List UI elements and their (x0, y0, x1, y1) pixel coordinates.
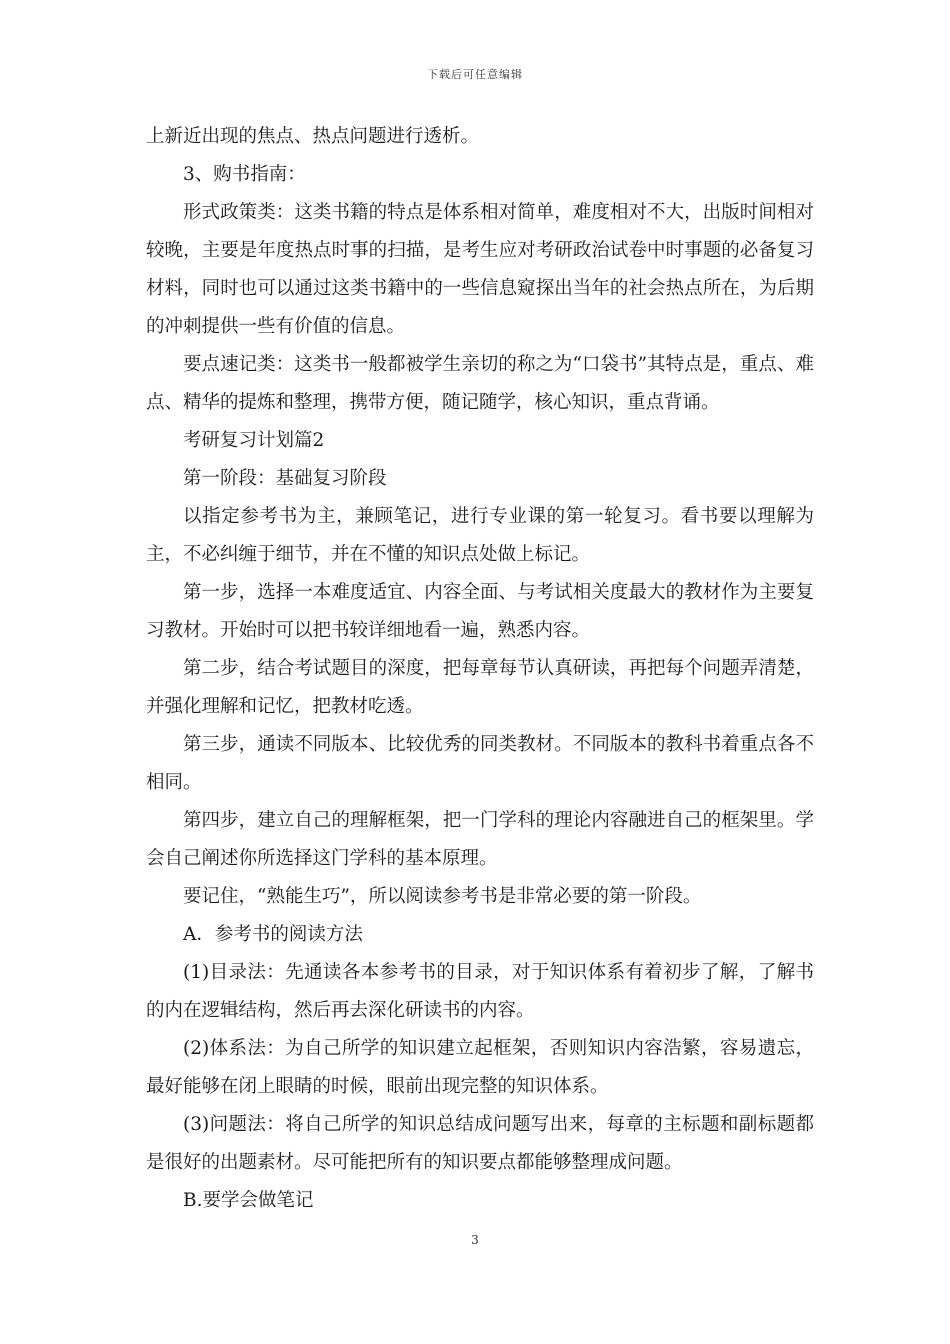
section-title-plan-2: 考研复习计划篇2 (183, 430, 325, 451)
heading-take-notes: B.要学会做笔记 (183, 1190, 314, 1211)
paragraph-reminder: 要记住，“熟能生巧”，所以阅读参考书是非常必要的第一阶段。 (183, 886, 702, 907)
document-body (146, 118, 814, 1220)
paragraph-method-contents: (1)目录法：先通读各本参考书的目录，对于知识体系有着初步了解，了解书的内在逻辑结构，然后再去深化研读书的内容。 (146, 962, 814, 1021)
paragraph-step-one: 第一步，选择一本难度适宜、内容全面、与考试相关度最大的教材作为主要复习教材。开始时可以把书较详细地看一遍，熟悉内容。 (146, 582, 814, 641)
paragraph-method-system: (2)体系法：为自己所学的知识建立起框架，否则知识内容浩繁，容易遗忘，最好能够在闭上眼睛的时候，眼前出现完整的知识体系。 (146, 1038, 814, 1097)
paragraph-pocket-books: 要点速记类：这类书一般都被学生亲切的称之为“口袋书”其特点是，重点、难点、精华的提炼和整理，携带方便，随记随学，核心知识，重点背诵。 (146, 354, 814, 413)
page-number: 3 (471, 1233, 479, 1247)
paragraph-step-two: 第二步，结合考试题目的深度，把每章每节认真研读，再把每个问题弄清楚，并强化理解和记忆，把教材吃透。 (146, 658, 814, 717)
paragraph-step-three: 第三步，通读不同版本、比较优秀的同类教材。不同版本的教科书着重点各不相同。 (146, 734, 814, 793)
paragraph-continuation: 上新近出现的焦点、热点问题进行透析。 (146, 126, 480, 147)
page-header: 下载后可任意编辑 (427, 68, 523, 81)
heading-stage-one: 第一阶段：基础复习阶段 (183, 468, 387, 489)
heading-purchase-guide: 3、购书指南： (183, 164, 306, 185)
heading-reading-methods: A．参考书的阅读方法 (183, 924, 363, 945)
paragraph-step-four: 第四步，建立自己的理解框架，把一门学科的理论内容融进自己的框架里。学会自己阐述你所选择这门学科的基本原理。 (146, 810, 814, 869)
paragraph-stage-one-intro: 以指定参考书为主，兼顾笔记，进行专业课的第一轮复习。看书要以理解为主，不必纠缠于细节，并在不懂的知识点处做上标记。 (146, 506, 814, 565)
paragraph-method-questions: (3)问题法：将自己所学的知识总结成问题写出来，每章的主标题和副标题都是很好的出题素材。尽可能把所有的知识要点都能够整理成问题。 (146, 1114, 814, 1173)
paragraph-policy-books: 形式政策类：这类书籍的特点是体系相对简单，难度相对不大，出版时间相对较晚，主要是年度热点时事的扫描，是考生应对考研政治试卷中时事题的必备复习材料，同时也可以通过这类书籍中的一些信息窥探出当年的社会热点所在，为后期的冲刺提供一些有价值的信息。 (146, 202, 814, 337)
